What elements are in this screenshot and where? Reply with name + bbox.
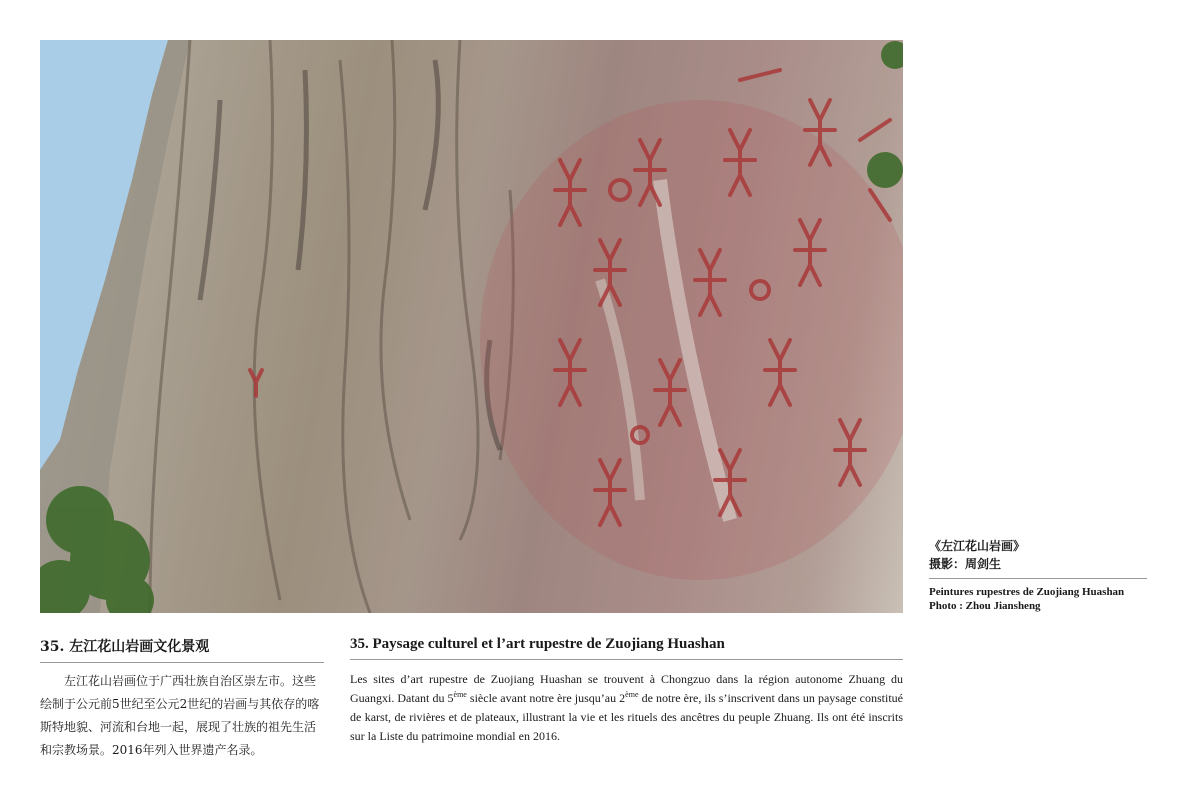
caption-title-cn: 《左江花山岩画》 [929, 539, 1026, 553]
body-fr-part2: siècle avant notre ère jusqu’au 2 [466, 691, 626, 705]
body-fr-part3: de notre ère, ils s’inscrivent dans un paysage constitué de karst, de rivières et de plateaux, illustrant la vie et les rituels des ancêtres du peuple Zhuang. Ils ont été inscrits sur la Liste du patrimoine mondial en 2016. [350, 691, 904, 743]
section-heading-fr: 35. Paysage culturel et l’art rupestre de Zuojiang Huashan [350, 636, 903, 660]
caption-title-fr: Peintures rupestres de Zuojiang Huashan [929, 586, 1125, 598]
body-fr-sup1: ème [453, 690, 467, 699]
caption-photographer-cn: 摄影：周剑生 [929, 557, 1002, 571]
section-heading-cn: 35. 左江花山岩画文化景观 [40, 636, 324, 663]
section-body-fr [350, 670, 903, 746]
body-fr-sup2: ème [625, 690, 639, 699]
body-fr-part1: Les sites d’art rupestre de Zuojiang Huashan se trouvent à Chongzuo dans la région autonome Zhuang du Guangxi. Datant du 5 [350, 672, 903, 705]
section-body-cn: 左江花山岩画位于广西壮族自治区崇左市。这些绘制于公元前5世纪至公元2世纪的岩画与其依存的喀斯特地貌、河流和台地一起，展现了壮族的祖先生活和宗教场景。2016年列入世界遗产名录。 [40, 674, 320, 757]
caption-photographer-fr: Photo : Zhou Jiansheng [929, 600, 1041, 612]
rock-painting-photo [40, 40, 903, 613]
caption-divider [929, 578, 1147, 579]
photo-caption [929, 537, 1147, 613]
